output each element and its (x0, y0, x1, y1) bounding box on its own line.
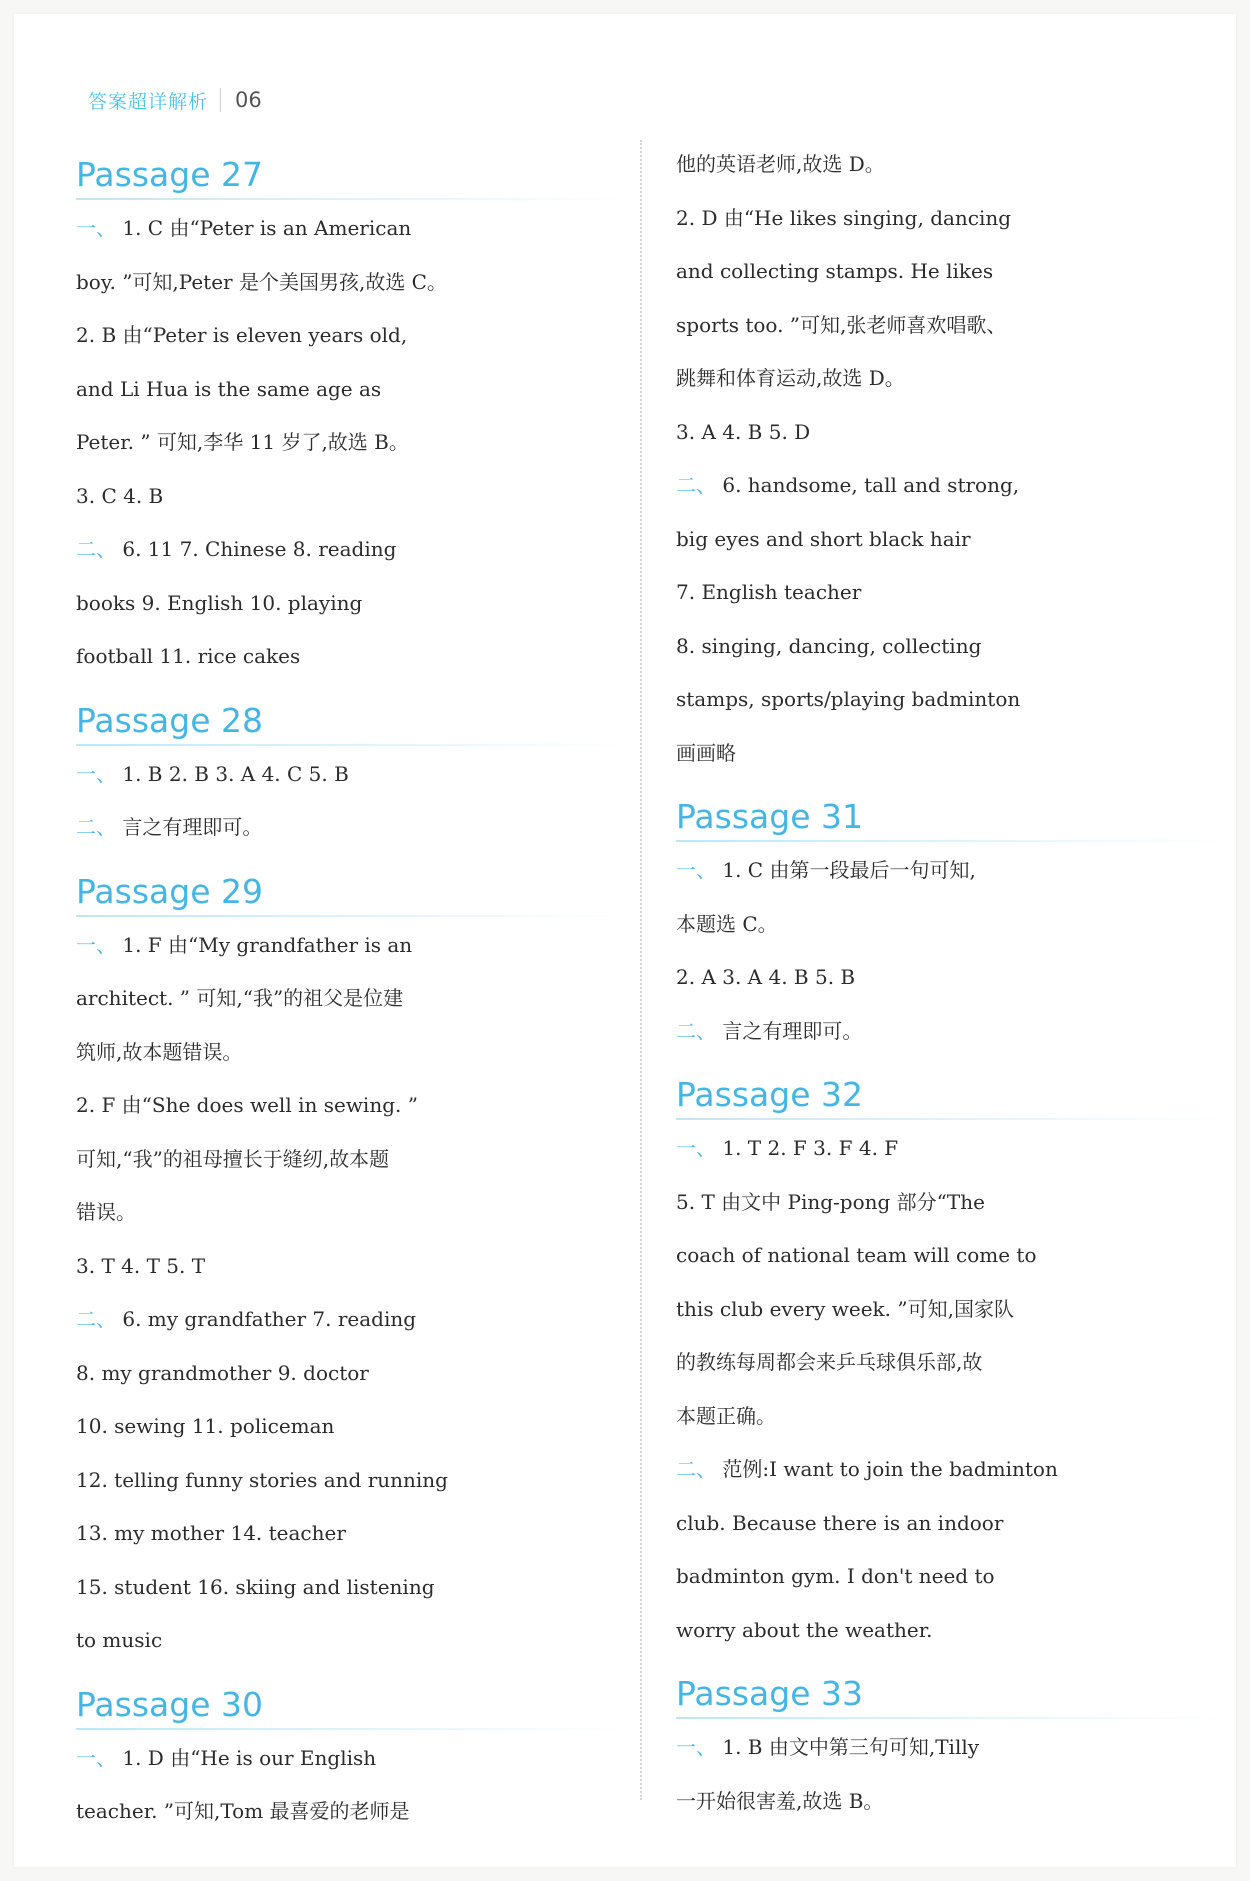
answer-line: 一、 1. C 由第一段最后一句可知, (676, 858, 976, 882)
answer-line: and collecting stamps. He likes (676, 259, 994, 283)
answer-line: 一、 1. T 2. F 3. F 4. F (676, 1136, 899, 1160)
answer-line: 一、 1. B 由文中第三句可知,Tilly (676, 1735, 980, 1759)
passage-title: Passage 28 (76, 694, 626, 748)
answer-line: 本题选 C。 (676, 911, 778, 936)
passage-title: Passage 31 (676, 790, 1226, 844)
answer-line: 本题正确。 (676, 1403, 776, 1428)
section-marker: 一、 (76, 761, 116, 786)
answer-line: 他的英语老师,故选 D。 (676, 152, 885, 176)
answer-line: 可知,“我”的祖母擅长于缝纫,故本题 (76, 1146, 390, 1171)
answer-line: 2. A 3. A 4. B 5. B (676, 965, 856, 989)
answer-line: 10. sewing 11. policeman (76, 1414, 335, 1438)
section-marker: 二、 (676, 1457, 716, 1481)
answer-line: 错误。 (76, 1200, 136, 1224)
section-marker: 二、 (76, 815, 116, 839)
header-brand: 答案超详解析 (88, 90, 209, 113)
section-marker: 一、 (676, 858, 716, 882)
answer-line: 筑师,故本题错误。 (76, 1039, 243, 1064)
answer-line: 二、 6. handsome, tall and strong, (676, 473, 1020, 497)
answer-line: Peter. ” 可知,李华 11 岁了,故选 B。 (76, 430, 409, 454)
passage-title: Passage 33 (676, 1667, 1226, 1721)
answer-line: sports too. ”可知,张老师喜欢唱歌、 (676, 312, 1007, 337)
answer-line: teacher. ”可知,Tom 最喜爱的老师是 (76, 1799, 410, 1823)
answer-line: 一、 1. F 由“My grandfather is an (76, 932, 413, 957)
section-marker: 二、 (676, 473, 716, 497)
right-column (676, 138, 1226, 1828)
answer-line: 2. F 由“She does well in sewing. ” (76, 1093, 418, 1117)
passage-title: Passage 30 (76, 1678, 626, 1732)
answer-line: 一、 1. D 由“He is our English (76, 1745, 377, 1770)
answer-line: 3. T 4. T 5. T (76, 1253, 206, 1278)
answer-line: 3. C 4. B (76, 483, 164, 508)
section-marker: 二、 (76, 1307, 116, 1331)
answer-line: this club every week. ”可知,国家队 (676, 1296, 1014, 1321)
answer-line: 8. my grandmother 9. doctor (76, 1360, 369, 1385)
section-marker: 一、 (676, 1136, 716, 1160)
answer-line: 7. English teacher (676, 580, 862, 604)
section-marker: 一、 (676, 1735, 716, 1759)
answer-line: 一开始很害羞,故选 B。 (676, 1788, 884, 1813)
answer-line: 画画略 (676, 740, 736, 765)
passage-title: Passage 29 (76, 865, 626, 919)
column-divider (640, 140, 642, 1800)
answer-line: 5. T 由文中 Ping-pong 部分“The (676, 1189, 985, 1214)
answer-line: 的教练每周都会来乒乓球俱乐部,故 (676, 1350, 983, 1374)
answer-line: 12. telling funny stories and running (76, 1467, 448, 1492)
answer-line: 一、 1. B 2. B 3. A 4. C 5. B (76, 761, 349, 786)
answer-line: club. Because there is an indoor (676, 1510, 1004, 1535)
section-marker: 二、 (76, 537, 116, 561)
page-number: 06 (235, 88, 262, 112)
answer-line: 15. student 16. skiing and listening (76, 1574, 435, 1599)
header-separator (220, 88, 221, 112)
answer-line: big eyes and short black hair (676, 526, 971, 551)
answer-line: books 9. English 10. playing (76, 590, 363, 615)
answer-line: and Li Hua is the same age as (76, 376, 382, 401)
answer-line: 二、 范例:I want to join the badminton (676, 1457, 1058, 1481)
section-marker: 一、 (76, 216, 116, 240)
answer-line: 3. A 4. B 5. D (676, 419, 811, 444)
answer-line: 二、 6. my grandfather 7. reading (76, 1307, 417, 1331)
answer-line: stamps, sports/playing badminton (676, 687, 1021, 711)
answer-line: architect. ” 可知,“我”的祖父是位建 (76, 986, 404, 1010)
answer-line: 8. singing, dancing, collecting (676, 633, 982, 658)
answer-line: to music (76, 1628, 163, 1652)
answer-line: 2. D 由“He likes singing, dancing (676, 205, 1012, 230)
section-marker: 一、 (76, 1745, 116, 1770)
answer-line: badminton gym. I don't need to (676, 1564, 995, 1588)
passage-title: Passage 27 (76, 148, 626, 202)
answer-line: 二、 言之有理即可。 (676, 1018, 863, 1043)
answer-line: 跳舞和体育运动,故选 D。 (676, 366, 905, 390)
section-marker: 一、 (76, 932, 116, 957)
answer-line: worry about the weather. (676, 1617, 933, 1642)
answer-line: football 11. rice cakes (76, 644, 301, 668)
answer-line: boy. ”可知,Peter 是个美国男孩,故选 C。 (76, 269, 447, 294)
answer-line: 一、 1. C 由“Peter is an American (76, 216, 412, 240)
page-header (88, 84, 262, 116)
passage-title: Passage 32 (676, 1068, 1226, 1122)
left-column (76, 148, 626, 1839)
answer-line: 2. B 由“Peter is eleven years old, (76, 323, 408, 347)
answer-line: 二、 言之有理即可。 (76, 815, 263, 839)
answer-line: 13. my mother 14. teacher (76, 1521, 346, 1545)
answer-line: coach of national team will come to (676, 1243, 1037, 1267)
section-marker: 二、 (676, 1018, 716, 1043)
answer-line: 二、 6. 11 7. Chinese 8. reading (76, 537, 397, 561)
